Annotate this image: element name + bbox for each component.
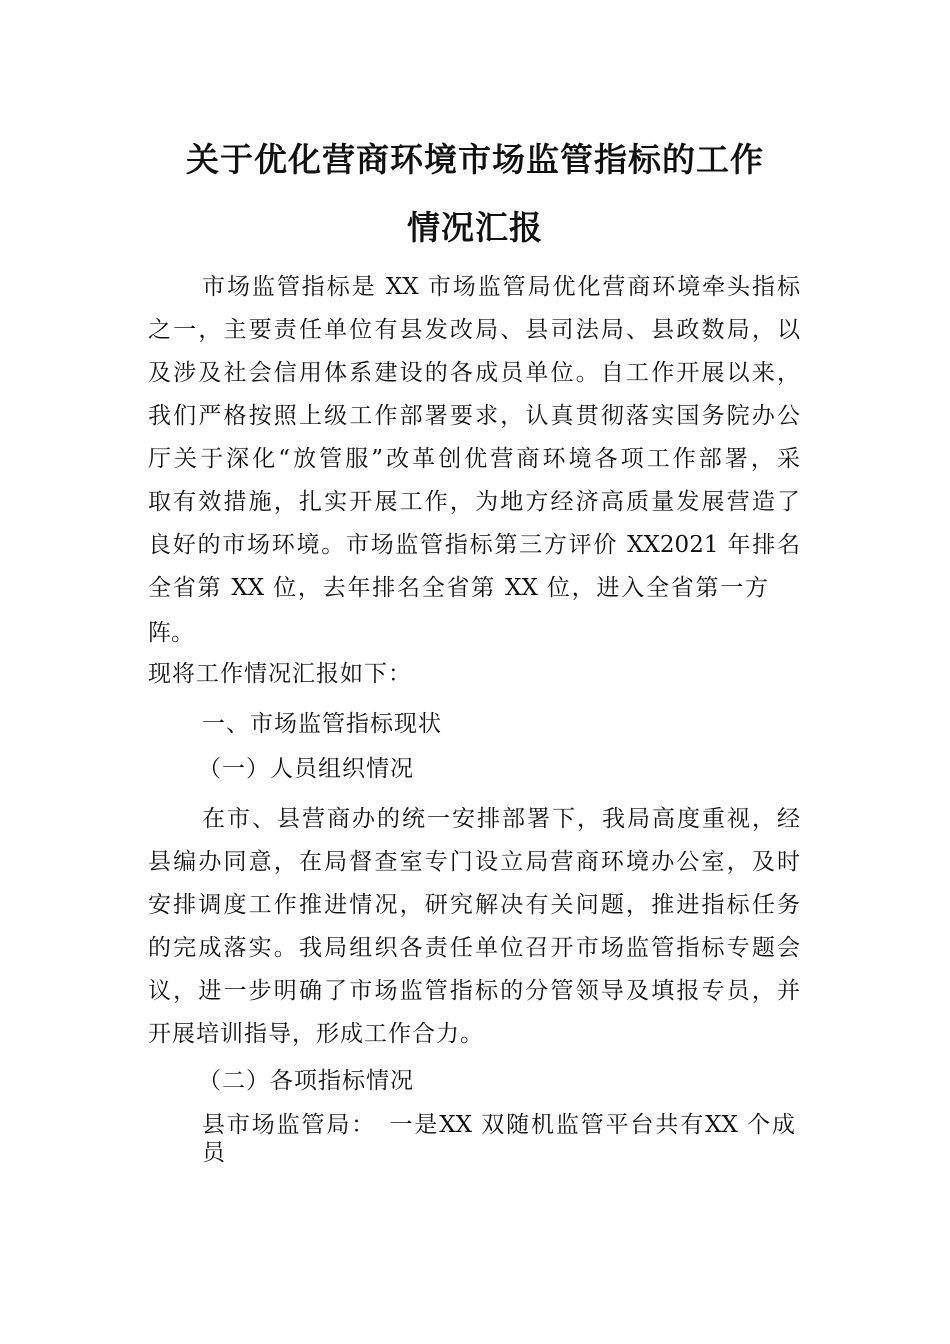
indicator-paragraph-line: 员 [202, 1140, 225, 1166]
intro-paragraph-line: 市场监管指标是 XX 市场监管局优化营商环境牵头指标 [202, 274, 800, 300]
subsection-heading: （一）人员组织情况 [198, 756, 414, 782]
intro-paragraph-line: 阵。 [148, 620, 194, 646]
intro-paragraph-line: 我们严格按照上级工作部署要求，认真贯彻落实国务院办公 [148, 403, 800, 429]
indicator-paragraph-line: 县市场监管局： 一是XX 双随机监管平台共有XX 个成 [202, 1112, 795, 1138]
report-intro-line: 现将工作情况汇报如下： [148, 661, 412, 687]
intro-paragraph-line: 及涉及社会信用体系建设的各成员单位。自工作开展以来， [148, 360, 800, 386]
intro-paragraph-line: 厅关于深化“放管服”改革创优营商环境各项工作部署，采 [148, 446, 800, 472]
intro-paragraph-line: 全省第 XX 位，去年排名全省第 XX 位，进入全省第一方 [148, 575, 768, 601]
intro-paragraph-line: 良好的市场环境。市场监管指标第三方评价 XX2021 年排名 [148, 532, 800, 558]
section-heading: 一、市场监管指标现状 [202, 711, 442, 737]
document-title-line-2: 情况汇报 [407, 208, 543, 247]
personnel-paragraph-line: 议，进一步明确了市场监管指标的分管领导及填报专员，并 [148, 978, 800, 1004]
personnel-paragraph-line: 的完成落实。我局组织各责任单位召开市场监管指标专题会 [148, 935, 800, 961]
document-title-line-1: 关于优化营商环境市场监管指标的工作 [186, 140, 764, 179]
personnel-paragraph-line: 在市、县营商办的统一安排部署下，我局高度重视，经 [202, 806, 800, 832]
personnel-paragraph-line: 安排调度工作推进情况，研究解决有关问题，推进指标任务 [148, 892, 800, 918]
personnel-paragraph-line: 县编办同意，在局督查室专门设立局营商环境办公室，及时 [148, 849, 800, 875]
intro-paragraph-line: 之一，主要责任单位有县发改局、县司法局、县政数局，以 [148, 317, 800, 343]
subsection-heading: （二）各项指标情况 [198, 1068, 414, 1094]
personnel-paragraph-line: 开展培训指导，形成工作合力。 [148, 1021, 484, 1047]
intro-paragraph-line: 取有效措施，扎实开展工作，为地方经济高质量发展营造了 [148, 489, 800, 515]
